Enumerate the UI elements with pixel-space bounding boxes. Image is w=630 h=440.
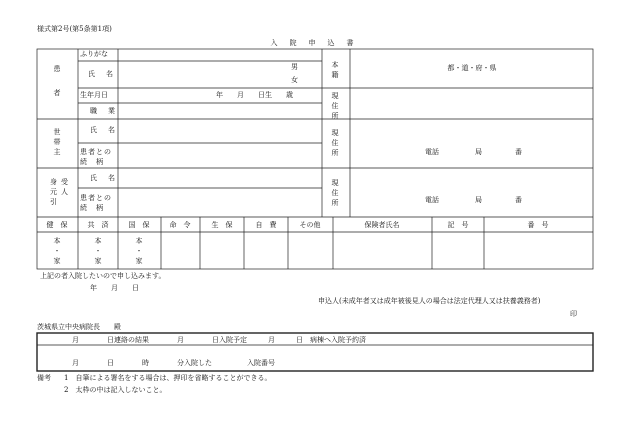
kenpo-member-option[interactable]: 本 ・ 家: [53, 237, 61, 265]
form-number: 様式第2号(第5条第1項): [37, 25, 112, 33]
household-head-phone-number: 番: [515, 148, 522, 156]
guarantor-name-label: 氏 名: [90, 174, 117, 182]
birthdate-label: 生年月日: [80, 91, 108, 99]
insurance-header-jihi: 自 費: [255, 221, 277, 229]
office-contact-line: 月 日連絡の結果 月 日入院予定 月 日 病棟へ入院予約済: [72, 336, 366, 344]
application-statement: 上記の者入院したいので申し込みます。: [40, 272, 166, 280]
insurance-header-other: その他: [299, 221, 321, 229]
insurance-header-insurer-name: 保険者氏名: [364, 221, 400, 229]
occupation-label: 職 業: [90, 107, 117, 115]
household-head-phone-office: 局: [475, 148, 482, 156]
insurance-header-kyosai: 共 済: [87, 221, 109, 229]
insurance-header-meirei: 命 令: [169, 221, 191, 229]
household-head-name-label: 氏 名: [90, 126, 117, 134]
seal-label: 印: [570, 310, 577, 318]
guarantor-phone-office: 局: [475, 196, 482, 204]
guarantor-section-label: 身 元 引 受 人: [50, 178, 68, 206]
guarantor-phone-label: 電話: [425, 196, 439, 204]
kokuho-member-option[interactable]: 本 ・ 家: [135, 237, 143, 265]
insurance-header-seiho: 生 保: [211, 221, 233, 229]
guarantor-phone-number: 番: [515, 196, 522, 204]
guarantor-relation-label: 患者との続 柄: [80, 194, 112, 212]
application-date: 年 月 日: [90, 284, 139, 292]
note-item-1: 1 自筆による署名をする場合は、押印を省略することができる。: [64, 374, 272, 382]
insurance-header-kenpo: 健 保: [46, 221, 68, 229]
form-title: 入院申込書: [270, 39, 366, 47]
applicant-label: 申込人(未成年者又は成年被後見人の場合は法定代理人又は扶養義務者): [318, 297, 541, 305]
insurance-header-number: 番 号: [527, 221, 549, 229]
household-head-address-label: 現 住 所: [331, 129, 339, 157]
office-admission-line: 月 日 時 分入院した 入院番号: [72, 359, 275, 367]
addressee: 茨城県立中央病院長 殿: [37, 323, 121, 331]
birthdate-format: 年 月 日生 歳: [216, 91, 293, 99]
notes-label: 備考: [37, 374, 51, 382]
guarantor-address-label: 現 住 所: [331, 179, 339, 207]
note-item-2: 2 太枠の中は記入しないこと。: [64, 386, 167, 394]
patient-name-label: 氏 名: [88, 70, 115, 78]
household-head-phone-label: 電話: [425, 148, 439, 156]
sex-option-female[interactable]: 女: [291, 76, 298, 84]
insurance-header-kokuho: 国 保: [128, 221, 150, 229]
household-head-relation-label: 患者との続 柄: [80, 148, 112, 166]
domicile-prefecture-options: 都・道・府・県: [447, 64, 497, 72]
household-head-section-label: 世 帯 主: [53, 128, 61, 156]
insurance-header-symbol: 記 号: [447, 221, 469, 229]
furigana-label: ふりがな: [80, 50, 108, 58]
patient-section-label: 患 者: [53, 65, 61, 97]
kyosai-member-option[interactable]: 本 ・ 家: [94, 237, 102, 265]
sex-option-male[interactable]: 男: [291, 63, 298, 71]
main-table-frame: [37, 49, 593, 269]
patient-address-label: 現 住 所: [331, 92, 339, 120]
domicile-label: 本 籍: [331, 61, 339, 79]
